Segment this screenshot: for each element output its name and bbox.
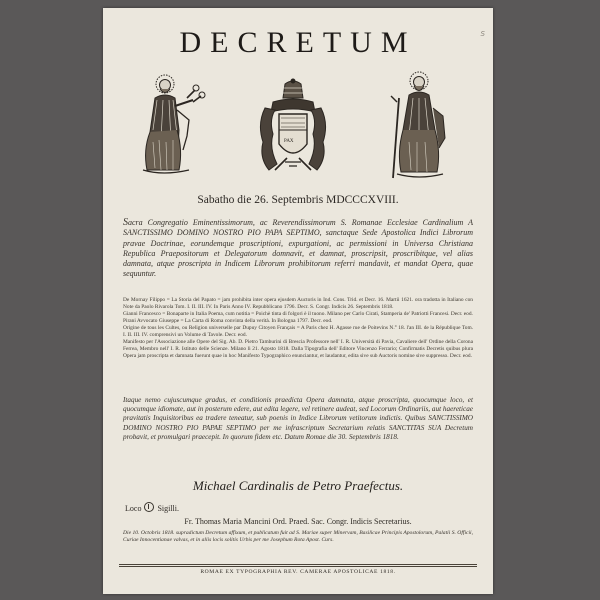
papal-coat-of-arms-icon — [251, 78, 335, 178]
date-line: Sabatho die 26. Septembris MDCCCXVIII. — [197, 194, 399, 206]
list-item: De Mornay Filippo = La Storia del Papato = jam prohibita inter opera ejusdem Auctoris in Ind. Cons. Trid. et Decr. 16. Martii 1621. ora tradotta in Italiano con Note da Paolo Rivarola Tom. I. II. III. IV. In Paris Anno IV. Repubblicano 1796. Decr. S. Congr. Indicis 26. Septembris 1818. — [123, 297, 473, 310]
list-item: Gianni Francesco = Bonaparte in Italia Poema, cum notitia = Poichè tinta di folgori è il tuono. Milano per Carlo Cirati, Stamperia de' Patriotti Francesi. Decr. eod. — [123, 311, 473, 317]
divider — [119, 566, 477, 567]
publication-note: Die 10. Octobris 1818. supradictum Decretum affixum, et publicatum fuit ad S. Mariae super Minervam, Basilicae Principis Apostolorum, Palatii S. Officii, Curiae Innocentianae valvas, et in aliis locis solitis Urbis per me Josephum Rota Apost. Curs. — [123, 530, 473, 544]
seal-icon — [144, 502, 154, 512]
saint-paul-figure-icon — [385, 68, 457, 180]
pencil-mark: S — [480, 30, 485, 38]
prohibited-works-list — [123, 297, 473, 360]
svg-text:PAX: PAX — [284, 139, 294, 144]
sigilli-label: Sigilli. — [157, 504, 179, 513]
document-title: DECRETUM — [179, 26, 417, 59]
divider — [119, 564, 477, 565]
seal-placement — [125, 502, 179, 513]
decree-introduction: Sacra Congregatio Eminentissimorum, ac Reverendissimorum S. Romanae Ecclesiae Cardinalium A SANCTISSIMO DOMINO NOSTRO PIO PAPA SEPTIMO, sanctaque Sede Apostolica Indici Librorum pravae Doctrinae, eorundemque proscriptioni, expurgationi, ac permissioni in Universa Christiana Republica Praepositorum et Delegatorum domnavit, et damnat, proscripsit, proscribitque, vel alias damnata, atque proscripta in Indicem Librorum prohibitorum referri mandavit, et mandat Opera, quae sequuntur. — [123, 217, 473, 279]
list-item: Pirani Avvocato Giuseppe = La Carta di Roma convinta della verità. In Bologna 1797. Decr. eod. — [123, 318, 333, 324]
list-item: Manifesto per l'Associazione alle Opere del Sig. Ab. D. Pietro Tamburini di Brescia Professore nell' I. R. Università di Pavia, Cavaliere dell' Ordine della Corona Ferrea, Membro nell' I. R. Istituto delle Scienze. Milano li 21. Agosto 1818. Dalla Tipografia dell' Editore Vincenzo Ferrario; Confirmatis Decretis quibus plura Opera jam proscripta et damnata fuerunt quae in hoc Manifesto Typographico enunciantur, et laudantur, edita sive sub Auctoris nomine sive suppresso. Decr. eod. — [123, 339, 473, 359]
cardinal-signature: Michael Cardinalis de Petro Praefectus. — [192, 478, 404, 493]
saint-peter-figure-icon — [133, 70, 213, 180]
decree-sheet — [103, 8, 493, 594]
printer-imprint: ROMAE EX TYPOGRAPHIA REV. CAMERAE APOSTOLICAE 1818. — [200, 569, 396, 575]
list-item: Origine de tous les Cultes, ou Religion universelle par Dupuy Citoyen Français = A Paris chez H. Agasse rue de Poitevins N.° 18. l'an III. de la République Tom. I. II. III. IV. comprensivi un Volume di Tavole. Decr. eod. — [123, 325, 473, 338]
loco-label: Loco — [125, 504, 142, 513]
decree-body: Itaque nemo cujuscumque gradus, et conditionis praedicta Opera damnata, atque proscripta, quocumque loco, et quocumque idiomate, aut in posterum edere, aut edita legere, vel retinere audeat, sed Locorum Ordinariis, aut haereticae pravitatis Inquisitoribus ea tradere teneatur, sub poenis in Indice Librorum vetitorum indictis. Quibus SANCTISSIMO DOMINO NOSTRO PIO PAPAE SEPTIMO per me infrascriptum Secretarium relatis SANCTITAS SUA Decretum probavit, et promulgari praecepit. In quorum fidem etc. Datum Romae die 30. Septembris 1818. — [123, 396, 473, 441]
secretary-line: Fr. Thomas Maria Mancini Ord. Praed. Sac. Congr. Indicis Secretarius. — [184, 517, 412, 526]
